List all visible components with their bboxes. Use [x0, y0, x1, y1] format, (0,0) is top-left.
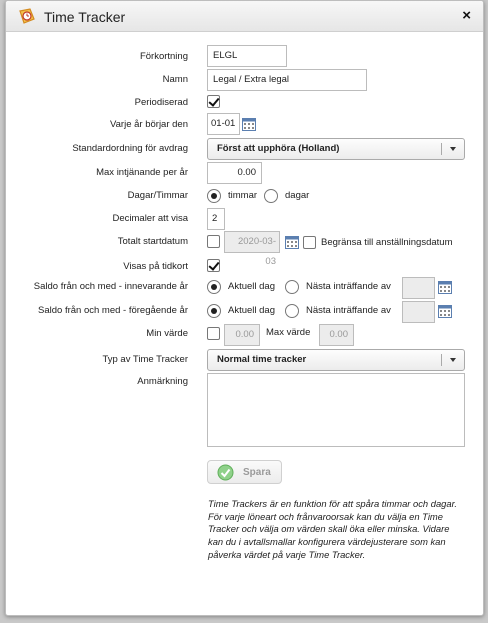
balance-current-year-label: Saldo från och med - innevarande år	[33, 281, 188, 292]
calendar-icon[interactable]	[285, 236, 299, 249]
max-earnable-input[interactable]: 0.00	[207, 162, 262, 184]
max-earnable-label: Max intjänande per år	[96, 167, 188, 178]
chevron-down-icon	[450, 147, 456, 151]
tracker-type-label: Typ av Time Tracker	[102, 354, 188, 365]
help-text: Time Trackers är en funktion för att spåra timmar och dagar. För varje löneart och frånvaroorsak kan du välja en Time Tracker och välja om värden skall öka eller minska. Vidare kan du i avtallsmallar konfigurera värdejusterare som kan påverka värdet på varje Time Tracker.	[208, 498, 457, 560]
hours-radio[interactable]	[207, 189, 221, 203]
balance-prev-current-day-radio[interactable]	[207, 304, 221, 318]
select-separator	[441, 354, 442, 366]
name-input[interactable]: Legal / Extra legal	[207, 69, 367, 91]
balance-current-date-input	[402, 277, 435, 299]
calendar-icon[interactable]	[438, 305, 452, 318]
limit-employment-date-checkbox[interactable]	[303, 236, 316, 249]
time-tracker-icon	[16, 7, 36, 27]
deduction-order-select[interactable]	[207, 138, 465, 160]
time-tracker-dialog	[5, 0, 484, 616]
decimals-label: Decimaler att visa	[112, 213, 188, 224]
show-on-timecard-label: Visas på tidkort	[123, 261, 188, 272]
hours-option-label: timmar	[228, 190, 258, 201]
max-value-label: Max värde	[266, 327, 311, 338]
year-start-label: Varje år börjar den	[110, 119, 188, 130]
balance-prev-next-occurrence-label: Nästa inträffande av	[306, 305, 391, 316]
tracker-type-select[interactable]	[207, 349, 465, 371]
min-value-label: Min värde	[146, 328, 188, 339]
close-icon[interactable]: ×	[462, 7, 471, 24]
select-separator	[441, 143, 442, 155]
save-button-label: Spara	[243, 467, 271, 478]
periodic-checkbox[interactable]	[207, 95, 220, 108]
balance-next-occurrence-radio[interactable]	[285, 280, 299, 294]
days-hours-label: Dagar/Timmar	[127, 190, 188, 201]
total-start-date-input: 2020-03-03	[224, 231, 280, 253]
balance-previous-year-label: Saldo från och med - föregående år	[38, 305, 188, 316]
balance-current-day-label: Aktuell dag	[228, 281, 276, 292]
checkmark-icon	[217, 464, 234, 481]
balance-current-day-radio[interactable]	[207, 280, 221, 294]
show-on-timecard-checkbox[interactable]	[207, 259, 220, 272]
balance-prev-current-day-label: Aktuell dag	[228, 305, 276, 316]
deduction-order-label: Standardordning för avdrag	[72, 143, 188, 154]
days-option-label: dagar	[285, 190, 310, 201]
dialog-body	[6, 32, 483, 608]
min-value-input: 0.00	[224, 324, 260, 346]
balance-previous-date-input	[402, 301, 435, 323]
min-value-checkbox[interactable]	[207, 327, 220, 340]
balance-next-occurrence-label: Nästa inträffande av	[306, 281, 391, 292]
dialog-title: Time Tracker	[44, 9, 126, 25]
deduction-order-value: Först att upphöra (Holland)	[217, 143, 340, 154]
remark-textarea[interactable]	[207, 373, 465, 447]
calendar-icon[interactable]	[242, 118, 256, 131]
max-value-input: 0.00	[319, 324, 354, 346]
total-start-date-checkbox[interactable]	[207, 235, 220, 248]
chevron-down-icon	[450, 358, 456, 362]
total-start-date-label: Totalt startdatum	[117, 236, 188, 247]
tracker-type-value: Normal time tracker	[217, 354, 307, 365]
year-start-input[interactable]: 01-01	[207, 113, 240, 135]
periodic-label: Periodiserad	[134, 97, 188, 108]
abbreviation-input[interactable]: ELGL	[207, 45, 287, 67]
balance-prev-next-occurrence-radio[interactable]	[285, 304, 299, 318]
abbreviation-label: Förkortning	[139, 51, 188, 62]
save-button[interactable]	[207, 460, 282, 484]
name-label: Namn	[162, 74, 188, 85]
remark-label: Anmärkning	[137, 376, 188, 387]
dialog-titlebar[interactable]	[6, 1, 483, 32]
decimals-input[interactable]: 2	[207, 208, 225, 230]
days-radio[interactable]	[264, 189, 278, 203]
limit-employment-date-label: Begränsa till anställningsdatum	[321, 237, 453, 248]
calendar-icon[interactable]	[438, 281, 452, 294]
